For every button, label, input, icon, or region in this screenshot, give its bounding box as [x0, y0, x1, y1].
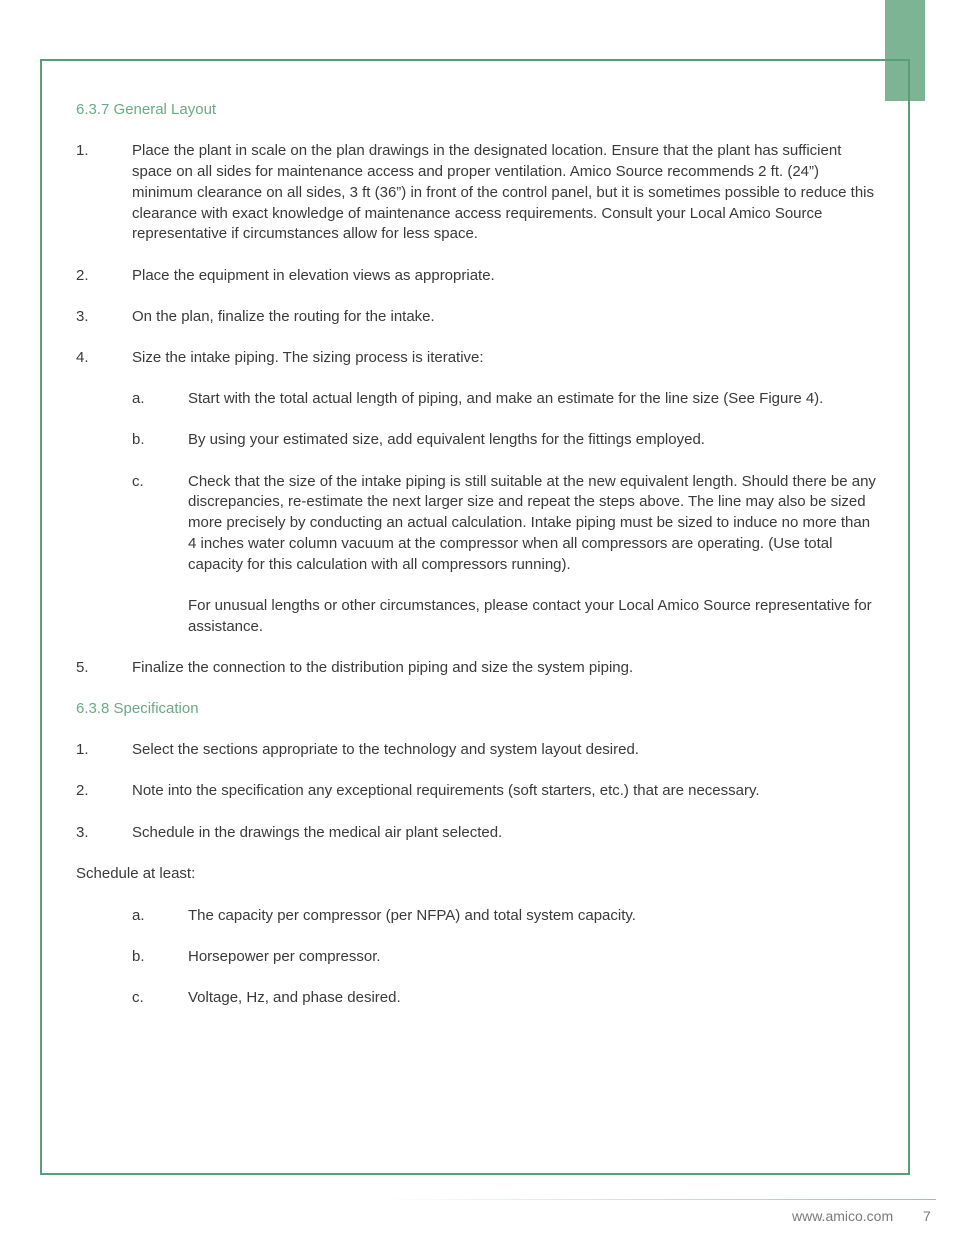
sub-list-text: Horsepower per compressor. [188, 948, 381, 966]
list-item [76, 781, 876, 802]
footer-divider [380, 1199, 936, 1200]
sub-list-text: The capacity per compressor (per NFPA) and total system capacity. [188, 907, 636, 925]
sub-list-text: Check that the size of the intake piping is still suitable at the new equivalent length. Should there be any discrepancies, re-estimate the next larger size and repeat the steps above. The line may also be sized more precisely by conducting an actual calculation. Intake piping must be sized to induce no more than 4 inches water column vacuum at the compressor when all compressors are operating. (Use total capacity for this calculation with all compressors running). [188, 472, 876, 573]
list-number: 1. [76, 142, 89, 160]
page-content [76, 100, 876, 1009]
sub-list-item [76, 906, 876, 927]
list-text: Place the equipment in elevation views as appropriate. [132, 266, 495, 284]
list-number: 2. [76, 782, 89, 800]
list-text: Select the sections appropriate to the technology and system layout desired. [132, 741, 639, 759]
sub-list-letter: c. [132, 989, 144, 1007]
page-number: 7 [923, 1208, 931, 1224]
sub-list-item [76, 947, 876, 968]
list-text: Size the intake piping. The sizing process is iterative: [132, 348, 484, 366]
sub-list-text: Start with the total actual length of piping, and make an estimate for the line size (See Figure 4). [188, 390, 824, 408]
list-item [76, 307, 876, 328]
sub-list-item [76, 430, 876, 451]
sub-list-letter: c. [132, 472, 144, 490]
list-item [76, 740, 876, 761]
list-number: 3. [76, 307, 89, 325]
list-number: 5. [76, 658, 89, 676]
sub-list-letter: a. [132, 907, 145, 925]
list-number: 1. [76, 741, 89, 759]
list-item [76, 658, 876, 679]
section-heading-specification: 6.3.8 Specification [76, 700, 199, 718]
list-text: Schedule in the drawings the medical air plant selected. [132, 823, 503, 841]
list-item [76, 141, 876, 245]
list-item [76, 348, 876, 369]
sub-list-letter: b. [132, 431, 145, 449]
list-number: 2. [76, 266, 89, 284]
list-text: On the plan, finalize the routing for the intake. [132, 307, 435, 325]
sub-list-item [76, 472, 876, 576]
sub-list-text: By using your estimated size, add equivalent lengths for the fittings employed. [188, 431, 705, 449]
list-item [76, 266, 876, 287]
list-number: 3. [76, 823, 89, 841]
list-number: 4. [76, 348, 89, 366]
sub-list-note [76, 596, 876, 638]
section-heading-general-layout: 6.3.7 General Layout [76, 101, 217, 118]
list-text: Place the plant in scale on the plan drawings in the designated location. Ensure that the plant has sufficient space on all sides for maintenance access and proper ventilation. Amico Source recommends 2 ft. (24”) minimum clearance on all sides, 3 ft (36”) in front of the control panel, but it is sometimes possible to reduce this clearance with exact knowledge of maintenance access requirements. Consult your Local Amico Source representative if circumstances allow for less space. [132, 142, 875, 243]
sub-list-item [76, 389, 876, 410]
schedule-label: Schedule at least: [76, 864, 196, 882]
list-item [76, 823, 876, 844]
note-text: For unusual lengths or other circumstances, please contact your Local Amico Source representative for assistance. [188, 596, 872, 635]
sub-list-letter: b. [132, 948, 145, 966]
sub-list-text: Voltage, Hz, and phase desired. [188, 989, 401, 1007]
list-text: Note into the specification any exceptional requirements (soft starters, etc.) that are necessary. [132, 782, 760, 800]
sub-list-item [76, 988, 876, 1009]
footer-url[interactable]: www.amico.com [792, 1208, 894, 1224]
sub-list-letter: a. [132, 390, 145, 408]
list-text: Finalize the connection to the distribution piping and size the system piping. [132, 658, 634, 676]
